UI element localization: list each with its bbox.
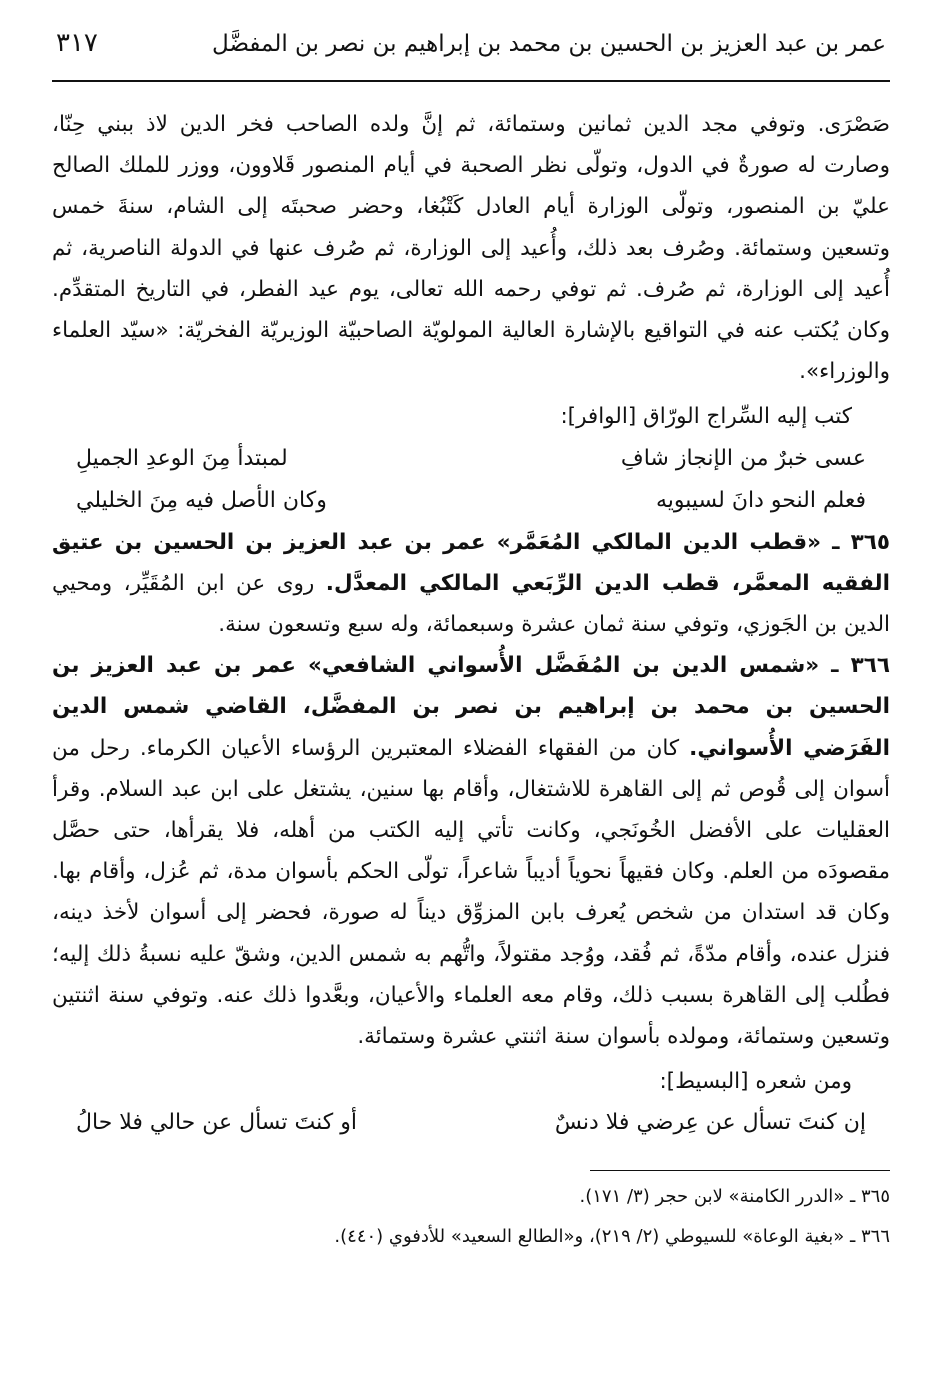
footnotes bbox=[52, 1177, 890, 1257]
poem-1-verse-1 bbox=[76, 438, 866, 480]
verse-hemistich-second: أو كنتَ تسأل عن حالي فلا حالُ bbox=[76, 1110, 357, 1136]
entry-365-text: روى عن ابن المُقَيِّر، ومحيي الدين بن الجَوزي، وتوفي سنة ثمان عشرة وسبعمائة، وله سبع وتسعون سنة. bbox=[52, 570, 890, 638]
main-text bbox=[52, 104, 890, 1144]
entry-366-heading: ٣٦٦ ـ «شمس الدين بن المُفَضَّل الأُسواني الشافعي» عمر بن عبد العزيز بن الحسين بن محمد بن إبراهيم بن نصر بن المفضَّل، القاضي شمس الدين الفَرَضي الأُسواني. bbox=[52, 653, 890, 761]
page-header bbox=[52, 28, 890, 82]
verse-hemistich-second: وكان الأصل فيه مِنَ الخليلي bbox=[76, 487, 327, 513]
entry-365-heading: ٣٦٥ ـ «قطب الدين المالكي المُعَمَّر» عمر بن عبد العزيز بن الحسين بن عتيق الفقيه المعمَّر، قطب الدين الرِّبَعي المالكي المعدَّل. bbox=[52, 529, 890, 596]
paragraph-continuation: صَصْرَى. وتوفي مجد الدين ثمانين وستمائة، ثم إنَّ ولده الصاحب فخر الدين لاذ ببني حِنّا، وصارت له صورةٌ في الدول، وتولّى نظر الصحبة في أيام المنصور قَلاوون، ووزر للملك الصالح عليّ بن المنصور، وتولّى الوزارة أيام العادل كَتْبُغا، وحضر صحبتَه إلى الشام، سنةَ خمس وتسعين وستمائة. وصُرف بعد ذلك، وأُعيد إلى الوزارة، ثم صُرف عنها في الدولة الناصرية، ثم أُعيد إلى الوزارة، ثم صُرف. ثم توفي رحمه الله تعالى، يوم عيد الفطر، في التاريخ المتقدِّم. وكان يُكتب عنه في التواقيع بالإشارة العالية المولويّة الصاحبيّة الوزيريّة الفخريّة: «سيّد العلماء والوزراء». bbox=[52, 112, 890, 385]
verse-hemistich-first: إن كنتَ تسأل عن عِرضي فلا دنسٌ bbox=[554, 1110, 866, 1136]
footnote-divider bbox=[590, 1170, 890, 1171]
entry-366 bbox=[52, 645, 890, 1057]
verse-hemistich-first: عسى خبرٌ من الإنجاز شافِ bbox=[620, 445, 866, 471]
footnote-365: ٣٦٥ ـ «الدرر الكامنة» لابن حجر (٣/ ١٧١). bbox=[579, 1186, 890, 1208]
poem-1-intro: كتب إليه السِّراج الورّاق [الوافر]: bbox=[560, 404, 852, 430]
book-page bbox=[52, 28, 890, 1257]
poem-2-verse-1 bbox=[76, 1102, 866, 1144]
entry-365 bbox=[52, 522, 890, 646]
running-title: عمر بن عبد العزيز بن الحسين بن محمد بن إبراهيم بن نصر بن المفضَّل bbox=[212, 31, 886, 57]
poem-2-intro: ومن شعره [البسيط]: bbox=[659, 1069, 852, 1095]
page-number: ٣١٧ bbox=[56, 28, 98, 58]
verse-hemistich-first: فعلم النحو دانَ لسيبويه bbox=[655, 487, 866, 513]
footnote-366: ٣٦٦ ـ «بغية الوعاة» للسيوطي (٢/ ٢١٩)، و«الطالع السعيد» للأدفوي (٤٤٠). bbox=[334, 1226, 890, 1248]
poem-1-verse-2 bbox=[76, 480, 866, 522]
verse-hemistich-second: لمبتدأ مِنَ الوعدِ الجميلِ bbox=[76, 445, 288, 471]
entry-366-text: كان من الفقهاء الفضلاء المعتبرين الرؤساء الأعيان الكرماء. رحل من أسوان إلى قُوص ثم إلى القاهرة للاشتغال، وأقام بها سنين، يشتغل على ابن عبد السلام. وقرأ العقليات على الأفضل الخُونَجي، وكانت تأتي إليه الكتب من أهله، فلا يقرأها، حتى حصَّل مقصودَه من العلم. وكان فقيهاً نحوياً أديباً شاعراً، تولّى الحكم بأسوان مدة، ثم عُزل، وأقام بها. وكان قد استدان من شخص يُعرف بابن المزوِّق ديناً له صورة، فحضر إلى أسوان لأخذ دينه، فنزل عنده، وأقام مدّةً، ثم فُقد، ووُجد مقتولاً، واتُّهم به شمس الدين، وشقّ عليه نسبةُ ذلك إليه؛ فطُلب إلى القاهرة بسبب ذلك، وقام معه العلماء والأعيان، وبعَّدوا ذلك عنه. وتوفي سنة اثنتين وتسعين وستمائة، ومولده بأسوان سنة اثنتي عشرة وستمائة. bbox=[52, 735, 890, 1050]
